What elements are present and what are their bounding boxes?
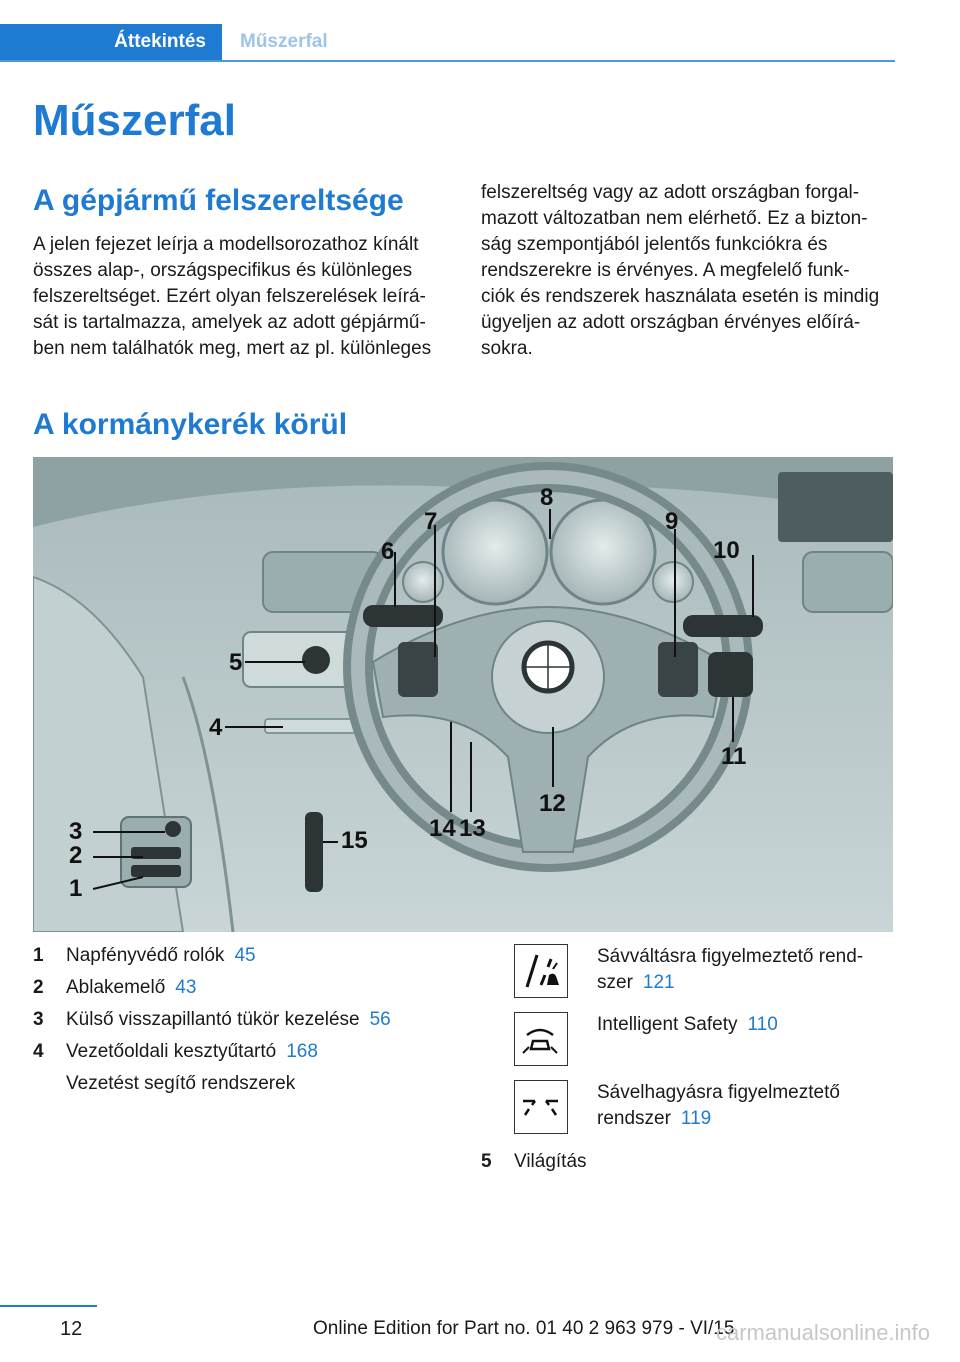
callout-5: 5 — [229, 649, 243, 676]
callout-13: 13 — [459, 815, 486, 842]
text-line: összes alap-, országspecifikus és különleges — [33, 260, 413, 281]
footer-rule — [0, 1305, 97, 1307]
intelligent-safety-icon — [514, 1012, 568, 1066]
lane-departure-warning-icon — [514, 1080, 568, 1134]
tab-overview[interactable]: Áttekintés — [0, 24, 222, 60]
item-label: Külső visszapillantó tükör kezelése — [66, 1009, 360, 1030]
item-number: 5 — [481, 1151, 492, 1172]
text-line: rendszerekre is érvényes. A megfelelő funk- — [481, 260, 850, 281]
small-gauge-left — [403, 562, 443, 602]
item-text — [66, 972, 196, 1004]
item-label: szer — [597, 972, 633, 993]
list-item — [481, 940, 901, 1006]
legend-left — [33, 940, 463, 1100]
item-label-line2 — [597, 970, 897, 996]
callout-10: 10 — [713, 537, 740, 564]
page-link[interactable]: 168 — [286, 1041, 318, 1062]
section-heading-equipment: A gépjármű felszereltsége — [33, 184, 404, 217]
callout-15: 15 — [341, 827, 368, 854]
callout-1: 1 — [69, 875, 83, 902]
page-link[interactable]: 110 — [747, 1014, 778, 1035]
right-wheel-buttons — [658, 642, 698, 697]
callout-2: 2 — [69, 842, 83, 869]
page-title: Műszerfal — [33, 96, 236, 145]
list-item — [481, 1146, 901, 1178]
item-text — [66, 940, 256, 972]
page-link[interactable]: 121 — [642, 972, 675, 993]
legend-right — [481, 940, 901, 1178]
edition-info: Online Edition for Part no. 01 40 2 963 979 - VI/15 — [313, 1318, 735, 1339]
page-number: 12 — [60, 1318, 83, 1340]
list-item — [33, 1068, 463, 1100]
intro-paragraph-left — [33, 232, 451, 362]
item-label: Vezetőoldali kesztyűtartó — [66, 1041, 277, 1062]
light-switch-panel — [243, 632, 353, 687]
item-text — [597, 944, 897, 996]
text-line: mazott változatban nem elérhető. Ez a bizton- — [481, 208, 868, 229]
callout-12: 12 — [539, 790, 566, 817]
watermark: carmanualsonline.info — [716, 1320, 931, 1345]
start-stop-button — [708, 652, 753, 697]
list-item — [33, 940, 463, 972]
item-number: 1 — [33, 945, 44, 966]
page-link[interactable]: 45 — [234, 945, 256, 966]
item-number: 4 — [33, 1041, 44, 1062]
small-gauge-right — [653, 562, 693, 602]
callout-3: 3 — [69, 818, 83, 845]
list-item — [33, 1004, 463, 1036]
mirror-adjust-knob — [165, 821, 181, 837]
item-text: Vezetést segítő rendszerek — [66, 1073, 296, 1094]
left-wheel-buttons — [398, 642, 438, 697]
callout-4: 4 — [209, 714, 223, 741]
window-switch-rear — [131, 865, 181, 877]
callout-6: 6 — [381, 538, 395, 565]
item-label: rendszer — [597, 1108, 671, 1129]
section-heading-steering-wheel: A kormánykerék körül — [33, 408, 348, 441]
text-line: felszereltség vagy az adott országban forgal- — [481, 182, 860, 203]
text-line: ügyeljen az adott országban érvényes előírá- — [481, 312, 861, 333]
page-link[interactable]: 43 — [175, 977, 197, 998]
item-label: Ablakemelő — [66, 977, 166, 998]
list-item — [33, 972, 463, 1004]
item-label: Sávváltásra figyelmeztető rend- — [597, 946, 864, 967]
turn-signal-stalk — [363, 605, 443, 627]
item-text: Világítás — [514, 1151, 587, 1172]
air-vent-right — [803, 552, 893, 612]
callout-8: 8 — [540, 484, 554, 511]
item-label: Sávelhagyásra figyelmeztető — [597, 1082, 840, 1103]
item-text — [597, 1080, 897, 1132]
tab-dashboard[interactable]: Műszerfal — [240, 31, 328, 52]
item-number: 3 — [33, 1009, 44, 1030]
sunblind-lever — [305, 812, 323, 892]
page-link[interactable]: 56 — [369, 1009, 391, 1030]
display-screen — [778, 472, 893, 542]
callout-9: 9 — [665, 508, 679, 535]
text-line: ciók és rendszerek használata esetén is mindig — [481, 286, 880, 307]
item-text — [66, 1036, 318, 1068]
item-text — [66, 1004, 391, 1036]
list-item — [481, 1008, 901, 1074]
light-switch-knob — [302, 646, 330, 674]
cockpit-drawing — [33, 457, 893, 932]
text-line: ság szempontjából jelentős funkciókra és — [481, 234, 828, 255]
cockpit-illustration — [33, 457, 893, 932]
item-label: Intelligent Safety — [597, 1014, 738, 1035]
text-line: ben nem találhatók meg, mert az pl. különleges — [33, 338, 432, 359]
lane-change-warning-icon — [514, 944, 568, 998]
item-number: 2 — [33, 977, 44, 998]
callout-7: 7 — [424, 508, 438, 535]
list-item — [33, 1036, 463, 1068]
wiper-stalk — [683, 615, 763, 637]
text-line: sokra. — [481, 338, 533, 359]
text-line: felszereltséget. Ezért olyan felszerelések leírá- — [33, 286, 426, 307]
list-item — [481, 1076, 901, 1142]
callout-11: 11 — [721, 743, 747, 770]
item-label: Napfényvédő rolók — [66, 945, 225, 966]
item-text — [597, 1012, 897, 1038]
callout-14: 14 — [429, 815, 456, 842]
tab-bar — [0, 24, 895, 62]
text-line: A jelen fejezet leírja a modellsorozathoz kínált — [33, 234, 419, 255]
page-link[interactable]: 119 — [680, 1108, 712, 1129]
text-line: sát is tartalmazza, amelyek az adott gépjármű- — [33, 312, 426, 333]
intro-paragraph-right — [481, 180, 897, 362]
